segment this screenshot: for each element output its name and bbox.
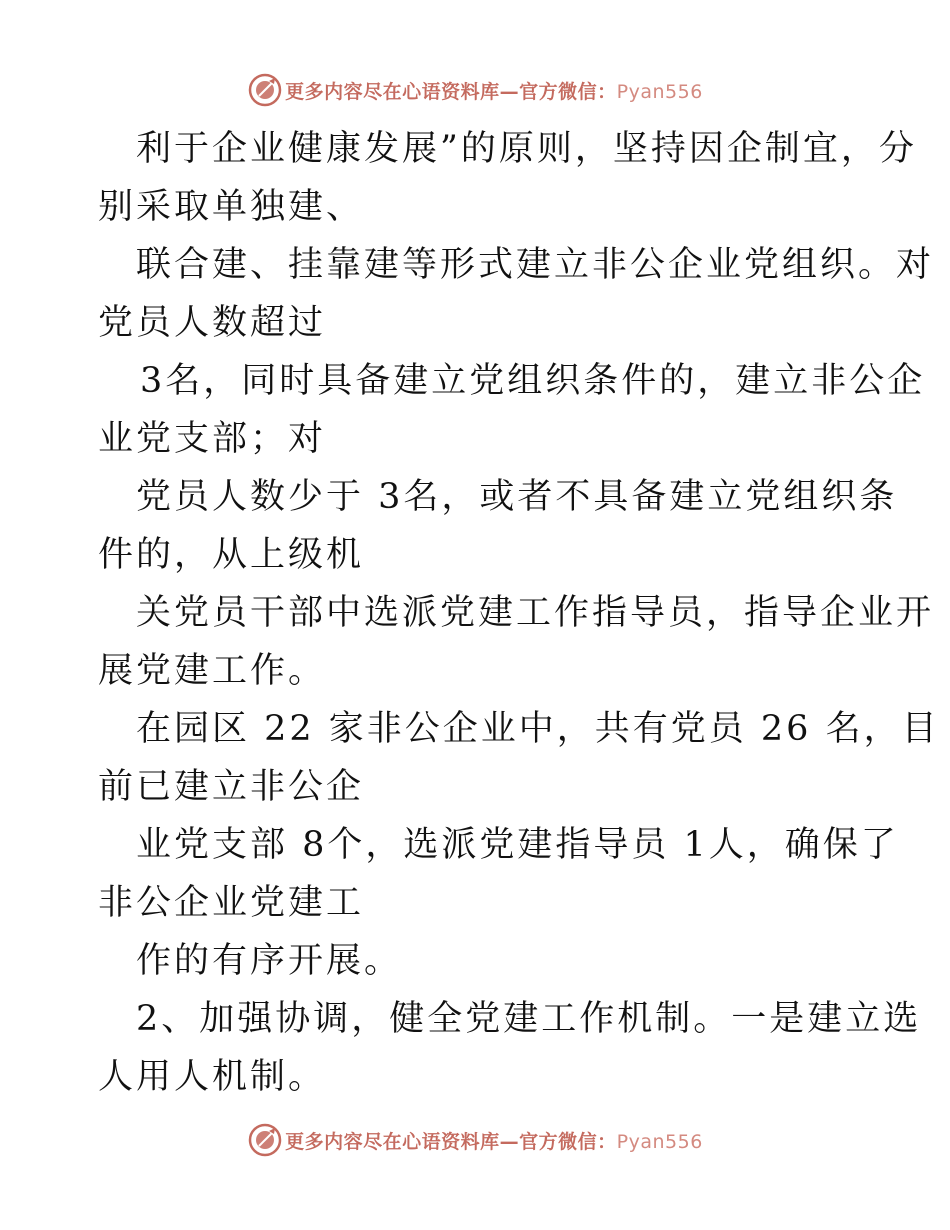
text-line: 展党建工作。	[98, 651, 327, 691]
text-line: 作的有序开展。	[136, 941, 403, 981]
text-line: 前已建立非公企	[98, 767, 365, 807]
text-line: 党员人数少于 3名，或者不具备建立党组织条	[136, 477, 898, 517]
footer-banner	[0, 1120, 950, 1160]
banner-title: 更多内容尽在心语资料库—官方微信：	[285, 80, 617, 103]
banner-account: Pyan556	[616, 80, 703, 103]
seal-logo-icon	[247, 72, 283, 108]
text-line: 2、加强协调，健全党建工作机制。一是建立选	[136, 999, 922, 1039]
text-line: 别采取单独建、	[98, 187, 365, 227]
banner-account: Pyan556	[616, 1130, 703, 1153]
header-banner	[0, 70, 950, 110]
text-line: 党员人数超过	[98, 303, 327, 343]
text-line: 利于企业健康发展”的原则，坚持因企制宜，分	[136, 129, 917, 169]
text-line: 件的，从上级机	[98, 535, 365, 575]
seal-logo-icon	[247, 1122, 283, 1158]
text-line: 关党员干部中选派党建工作指导员，指导企业开	[136, 593, 935, 633]
text-line: 人用人机制。	[98, 1057, 327, 1097]
document-body	[98, 120, 940, 1106]
text-line: 3名，同时具备建立党组织条件的，建立非公企	[140, 361, 926, 401]
text-line: 在园区 22 家非公企业中，共有党员 26 名，目	[136, 709, 940, 749]
text-line: 联合建、挂靠建等形式建立非公企业党组织。对	[136, 245, 935, 285]
text-line: 业党支部 8个，选派党建指导员 1人，确保了	[136, 825, 899, 865]
text-line: 非公企业党建工	[98, 883, 365, 923]
text-line: 业党支部；对	[98, 419, 327, 459]
banner-title: 更多内容尽在心语资料库—官方微信：	[285, 1130, 617, 1153]
